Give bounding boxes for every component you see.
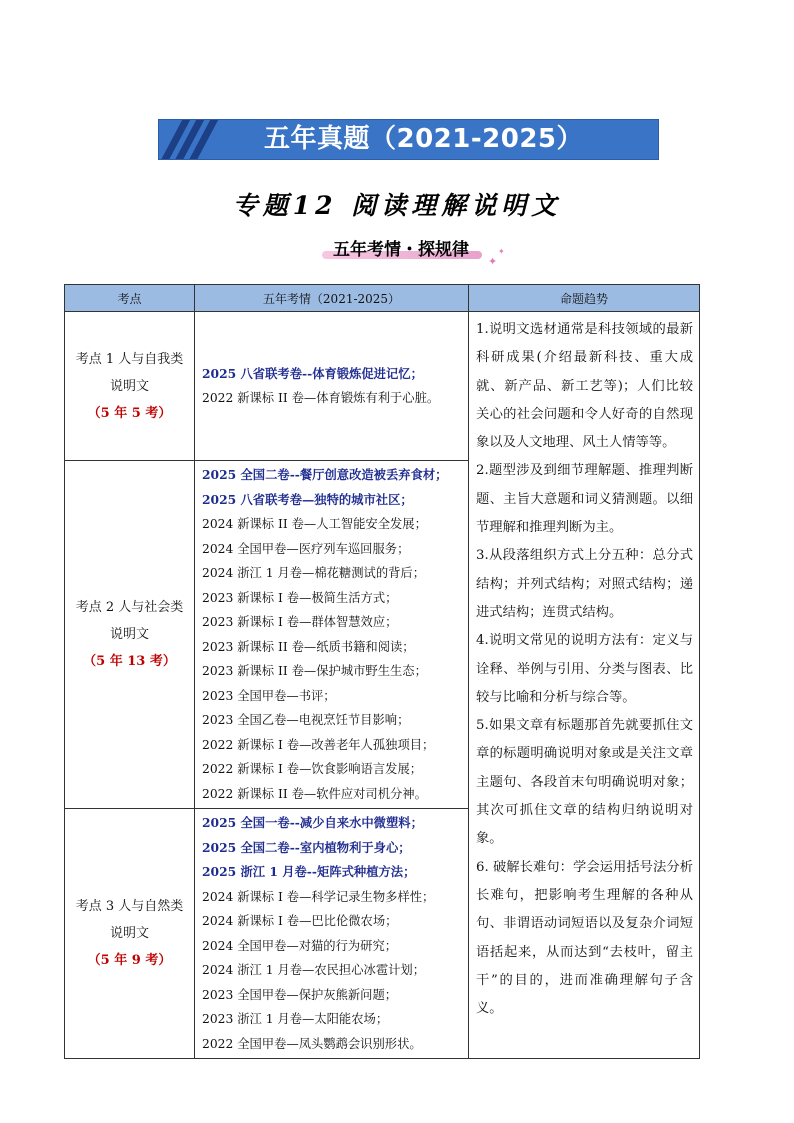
trend-paragraph: 3.从段落组织方式上分五种：总分式结构；并列式结构；对照式结构；递进式结构；连贯式结构。 [476, 548, 693, 620]
list-item: 2022 新课标 I 卷—饮食影响语言发展； [202, 762, 423, 776]
knowledge-point-name: 考点 2 人与社会类 [75, 600, 184, 615]
exam-count: （5 年 9 考） [87, 953, 172, 968]
exam-list-cell [195, 461, 469, 809]
list-item: 2023 全国甲卷—书评； [202, 688, 336, 703]
knowledge-point-type: 说明文 [109, 378, 149, 394]
trend-paragraph: 1.说明文选材通常是科技领域的最新科研成果(介绍最新科技、重大成就、新产品、新工艺等)；人们比较关心的社会问题和令人好奇的自然现象以及人文地理、风土人情等等。 [476, 322, 693, 451]
list-item: 2023 全国乙卷—电视烹饪节目影响； [202, 713, 410, 727]
list-item: 2023 新课标 I 卷—群体智慧效应； [202, 615, 398, 629]
list-item: 2024 新课标 I 卷—巴比伦微农场； [202, 914, 398, 928]
header-five-year-exams: 五年考情（2021-2025） [195, 285, 469, 312]
list-item: 2024 新课标 II 卷—人工智能安全发展； [202, 517, 427, 531]
list-item: 2024 浙江 1 月卷—农民担心冰雹计划； [202, 963, 426, 977]
exam-list-cell [195, 312, 469, 461]
exam-count: （5 年 5 考） [87, 405, 172, 421]
list-item: 2022 新课标 II 卷—体育锻炼有利于心脏。 [202, 391, 440, 405]
knowledge-point-name: 考点 1 人与自我类 [75, 351, 184, 367]
list-item: 2024 全国甲卷—对猫的行为研究； [202, 938, 398, 953]
banner-title: 五年真题（2021-2025） [263, 124, 584, 154]
list-item: 2025 全国二卷--餐厅创意改造被丢弃食材； [202, 467, 448, 482]
exam-count: （5 年 13 考） [83, 654, 176, 669]
subtitle-block [312, 233, 505, 268]
table-header-row [65, 285, 700, 312]
list-item: 2022 新课标 I 卷—改善老年人孤独项目； [202, 737, 435, 752]
subtitle: 五年考情・探规律 [333, 240, 469, 260]
knowledge-point-cell [65, 312, 195, 461]
list-item: 2023 新课标 II 卷—保护城市野生生态； [202, 664, 427, 678]
knowledge-point-name: 考点 3 人与自然类 [75, 899, 184, 914]
list-item: 2025 八省联考卷—独特的城市社区； [202, 491, 413, 507]
header-trend: 命题趋势 [469, 285, 700, 312]
list-item: 2023 全国甲卷—保护灰熊新问题； [202, 987, 398, 1002]
knowledge-point-cell [65, 809, 195, 1059]
trend-paragraph: 4.说明文常见的说明方法有：定义与诠释、举例与引用、分类与图表、比较与比喻和分析与综合等。 [476, 633, 693, 705]
list-item: 2023 新课标 I 卷—极简生活方式； [202, 590, 398, 605]
list-item: 2025 全国二卷--室内植物利于身心； [202, 839, 411, 855]
trend-cell [469, 312, 700, 1059]
table-row [65, 312, 700, 461]
list-item: 2023 浙江 1 月卷—太阳能农场； [202, 1012, 389, 1026]
list-item: 2022 全国甲卷—凤头鹦鹉会识别形状。 [202, 1036, 422, 1051]
trend-paragraph: 2.题型涉及到细节理解题、推理判断题、主旨大意题和词义猜测题。以细节理解和推理判断为主。 [476, 463, 693, 536]
knowledge-point-type: 说明文 [109, 627, 149, 642]
trend-paragraph: 6. 破解长难句：学会运用括号法分析长难句，把影响考生理解的各种从句、非谓语动词短语以及复杂介词短语括起来，从而达到“去枝叶，留主干”的目的，进而准确理解句子含义。 [476, 859, 693, 1017]
list-item: 2025 全国一卷--减少自来水中微塑料； [202, 815, 423, 830]
header-knowledge-point: 考点 [65, 285, 195, 312]
knowledge-point-cell [65, 461, 195, 809]
sparkle-icon: ✦ [488, 255, 498, 268]
trend-paragraph: 5.如果文章有标题那首先就要抓住文章的标题明确说明对象或是关注文章主题句、各段首末句明确说明对象；其次可抓住文章的结构归纳说明对象。 [476, 718, 693, 847]
list-item: 2024 全国甲卷—医疗列车巡回服务； [202, 541, 410, 556]
list-item: 2025 八省联考卷--体育锻炼促进记忆； [202, 365, 423, 381]
topic-title: 专题12 阅读理解说明文 [232, 191, 562, 220]
exam-analysis-table [64, 284, 700, 1059]
list-item: 2022 新课标 II 卷—软件应对司机分神。 [202, 786, 427, 801]
list-item: 2024 新课标 I 卷—科学记录生物多样性； [202, 889, 435, 904]
knowledge-point-type: 说明文 [109, 926, 149, 941]
title-banner [158, 119, 659, 160]
list-item: 2023 新课标 II 卷—纸质书籍和阅读； [202, 639, 415, 654]
list-item: 2024 浙江 1 月卷—棉花糖测试的背后； [202, 566, 426, 580]
sparkle-icon: ✦ [498, 247, 505, 256]
exam-list-cell [195, 809, 469, 1059]
list-item: 2025 浙江 1 月卷--矩阵式种植方法； [202, 864, 416, 879]
